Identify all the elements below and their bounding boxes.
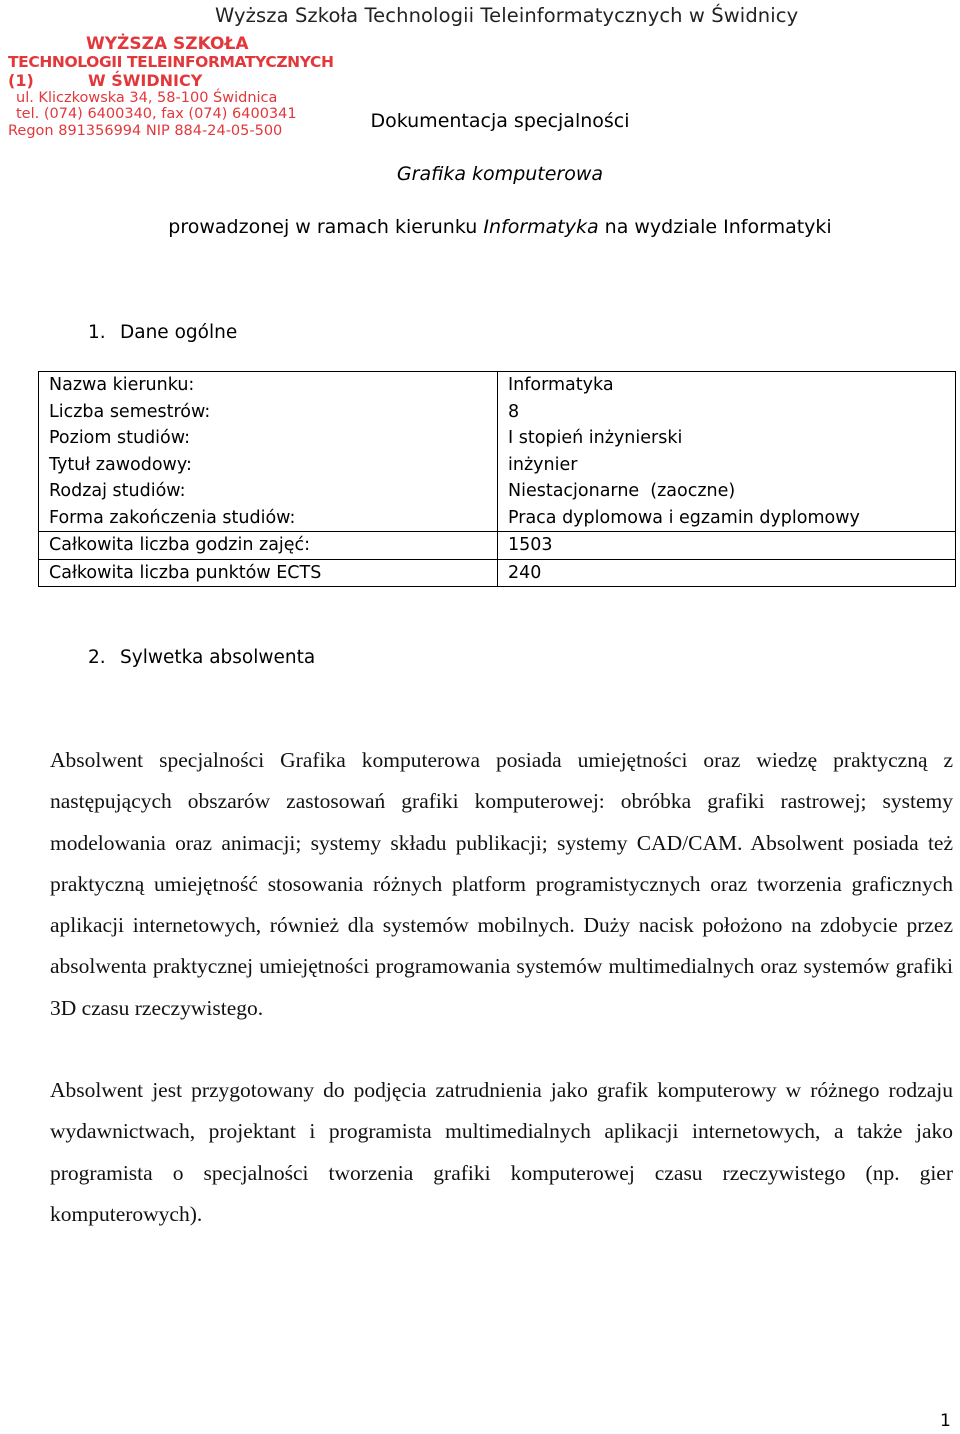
info-label: Rodzaj studiów: <box>39 478 498 505</box>
stamp-number: (1) <box>8 70 34 90</box>
section-heading-general <box>88 322 237 343</box>
info-value: 1503 <box>498 532 956 560</box>
info-label: Liczba semestrów: <box>39 399 498 426</box>
info-label: Całkowita liczba godzin zajęć: <box>39 532 498 560</box>
section-number: 2. <box>88 647 106 668</box>
info-value: 8 <box>498 399 956 426</box>
info-value: I stopień inżynierski <box>498 425 956 452</box>
info-label: Tytuł zawodowy: <box>39 452 498 479</box>
general-info-table <box>38 371 956 587</box>
info-row <box>39 399 956 426</box>
stamp-line: Regon 891356994 NIP 884-24-05-500 <box>8 122 283 139</box>
context-field: Informatyka <box>483 216 599 238</box>
info-label: Forma zakończenia studiów: <box>39 505 498 532</box>
context-post: na wydziale Informatyki <box>598 216 832 238</box>
section-title: Sylwetka absolwenta <box>120 647 316 668</box>
stamp-line: tel. (074) 6400340, fax (074) 6400341 <box>16 106 297 122</box>
graduate-paragraph-1: Absolwent specjalności Grafika komputerowa posiada umiejętności oraz wiedzę praktyczną z następujących obszarów zastosowań grafiki komputerowej: obróbka grafiki rastrowej; systemy modelowania oraz animacji; systemy składu publikacji; systemy CAD/CAM. Absolwent posiada też praktyczną umiejętność stosowania różnych platform programistycznych oraz tworzenia graficznych aplikacji internetowych, również dla systemów mobilnych. Duży nacisk położono na zdobycie przez absolwenta praktycznej umiejętności programowania systemów multimedialnych oraz systemów grafiki 3D czasu rzeczywistego. <box>50 748 953 1020</box>
info-row <box>39 452 956 479</box>
info-label: Nazwa kierunku: <box>39 372 498 399</box>
info-row <box>39 478 956 505</box>
graduate-paragraph-2: Absolwent jest przygotowany do podjęcia zatrudnienia jako grafik komputerowy w różnego rodzaju wydawnictwach, projektant i programista multimedialnych aplikacji internetowych, a także jako programista o specjalności tworzenia grafiki komputerowej czasu rzeczywistego (np. gier komputerowych). <box>50 1078 953 1226</box>
section-heading-graduate <box>88 647 315 668</box>
section-title: Dane ogólne <box>120 322 238 343</box>
info-value: 240 <box>498 559 956 587</box>
info-row <box>39 425 956 452</box>
stamp-line: ul. Kliczkowska 34, 58-100 Świdnica <box>16 89 278 106</box>
info-row <box>39 372 956 399</box>
info-row <box>39 532 956 560</box>
context-pre: prowadzonej w ramach kierunku <box>168 216 484 238</box>
info-row <box>39 559 956 587</box>
info-label: Całkowita liczba punktów ECTS <box>39 559 498 587</box>
page-header: Wyższa Szkoła Technologii Teleinformatycznych w Świdnicy <box>215 4 799 27</box>
info-row <box>39 505 956 532</box>
stamp-line <box>8 70 338 90</box>
info-label: Poziom studiów: <box>39 425 498 452</box>
info-value: Informatyka <box>498 372 956 399</box>
specialty-name: Grafika komputerowa <box>396 163 604 185</box>
document-title: Dokumentacja specjalności <box>370 110 630 132</box>
document-context <box>0 216 960 238</box>
info-value: Niestacjonarne (zaoczne) <box>498 478 956 505</box>
info-value: inżynier <box>498 452 956 479</box>
stamp-line: WYŻSZA SZKOŁA <box>86 34 249 54</box>
info-value: Praca dyplomowa i egzamin dyplomowy <box>498 505 956 532</box>
section-number: 1. <box>88 322 106 343</box>
stamp-line: TECHNOLOGII TELEINFORMATYCZNYCH <box>8 53 334 71</box>
stamp-city: W ŚWIDNICY <box>88 70 203 90</box>
page-number: 1 <box>940 1411 951 1431</box>
